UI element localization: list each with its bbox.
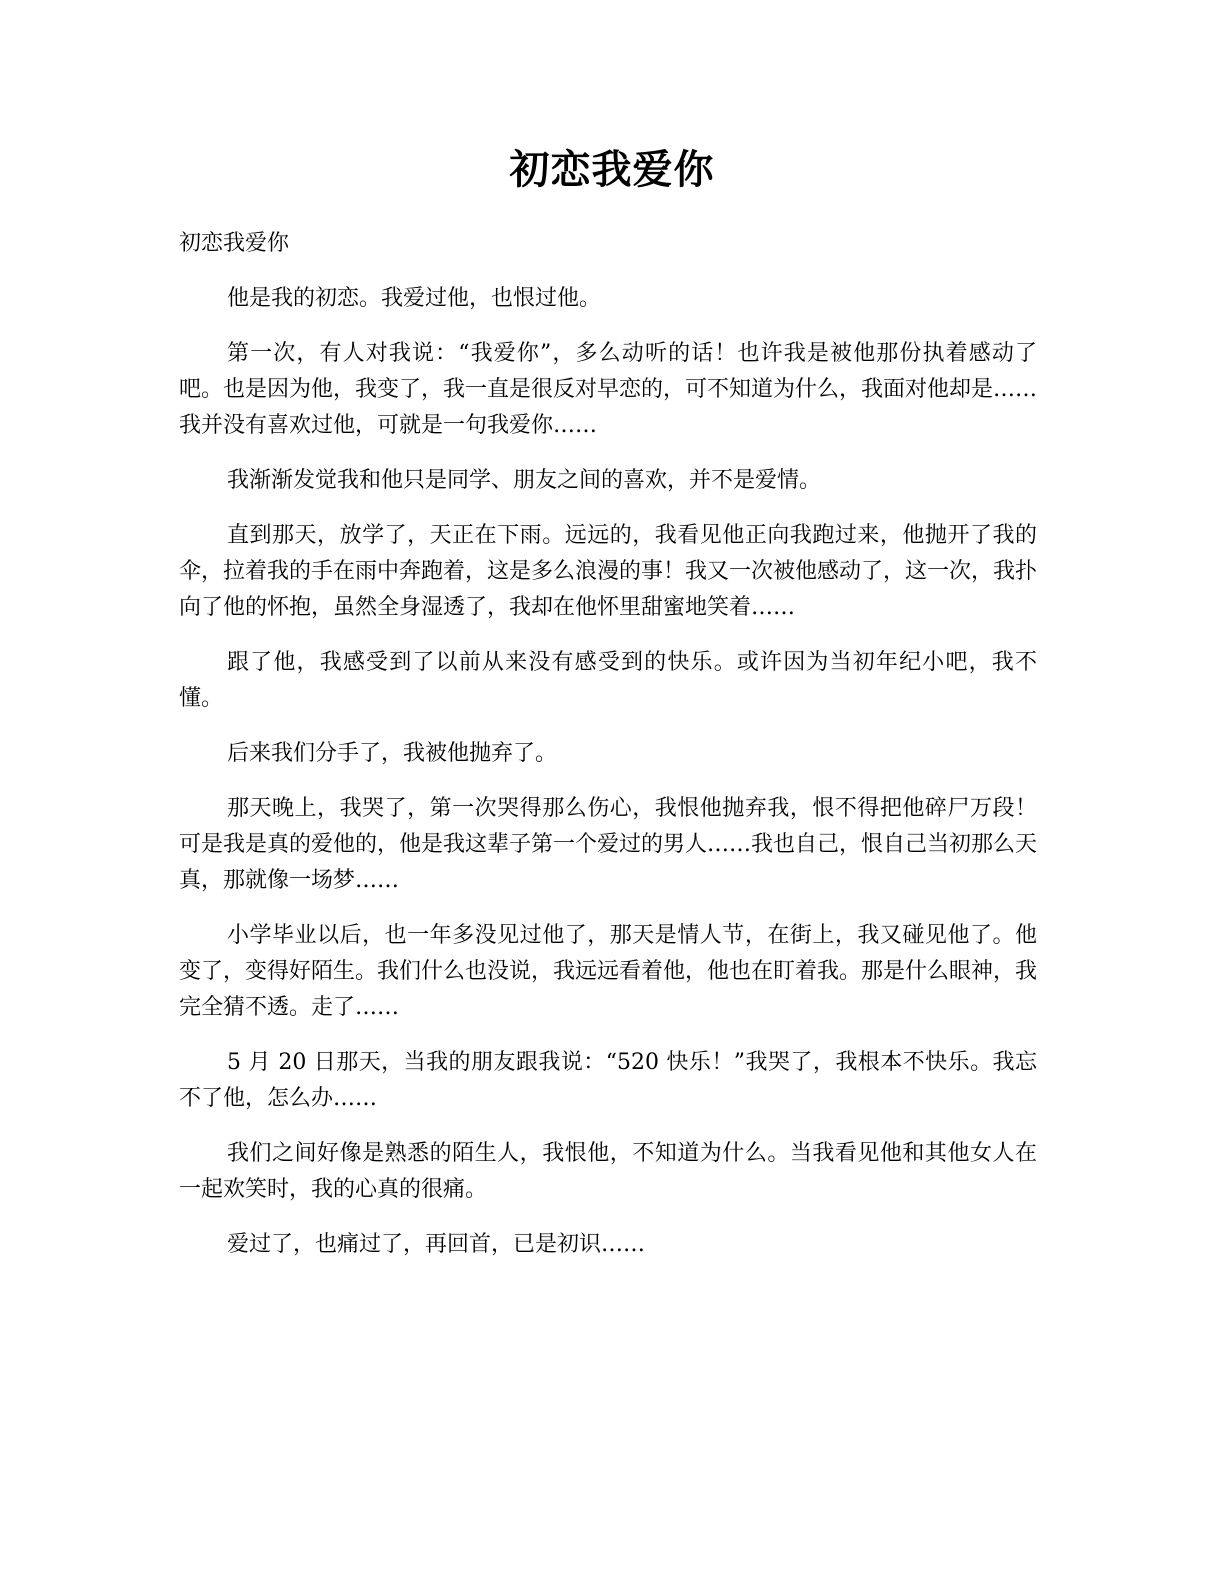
paragraph: 小学毕业以后，也一年多没见过他了，那天是情人节，在街上，我又碰见他了。他变了，变得好陌生。我们什么也没说，我远远看着他，他也在盯着我。那是什么眼神，我完全猜不透。走了…… [179,923,1038,1020]
paragraph: 我渐渐发觉我和他只是同学、朋友之间的喜欢，并不是爱情。 [227,468,822,493]
paragraph: 我们之间好像是熟悉的陌生人，我恨他，不知道为什么。当我看见他和其他女人在一起欢笑时，我的心真的很痛。 [179,1141,1037,1202]
paragraph: 直到那天，放学了，天正在下雨。远远的，我看见他正向我跑过来，他抛开了我的伞，拉着我的手在雨中奔跑着，这是多么浪漫的事！我又一次被他感动了，这一次，我扑向了他的怀抱，虽然全身湿透了，我却在他怀里甜蜜地笑着…… [179,523,1038,620]
paragraph: 那天晚上，我哭了，第一次哭得那么伤心，我恨他抛弃我，恨不得把他碎尸万段！可是我是真的爱他的，他是我这辈子第一个爱过的男人……我也自己，恨自己当初那么天真，那就像一场梦…… [179,796,1038,893]
document-body [179,226,1037,1282]
document-subtitle: 初恋我爱你 [179,231,290,256]
paragraph: 5 月 20 日那天，当我的朋友跟我说：“520 快乐！”我哭了，我根本不快乐。我忘不了他，怎么办…… [179,1050,1037,1111]
paragraph: 后来我们分手了，我被他抛弃了。 [227,741,558,766]
paragraph: 他是我的初恋。我爱过他，也恨过他。 [227,286,602,311]
paragraph: 跟了他，我感受到了以前从来没有感受到的快乐。或许因为当初年纪小吧，我不懂。 [179,650,1037,711]
paragraph: 爱过了，也痛过了，再回首，已是初识…… [227,1232,646,1257]
paragraph: 第一次，有人对我说：“我爱你”，多么动听的话！也许我是被他那份执着感动了吧。也是因为他，我变了，我一直是很反对早恋的，可不知道为什么，我面对他却是……我并没有喜欢过他，可就是一句我爱你…… [179,341,1038,438]
document-title: 初恋我爱你 [509,146,715,193]
